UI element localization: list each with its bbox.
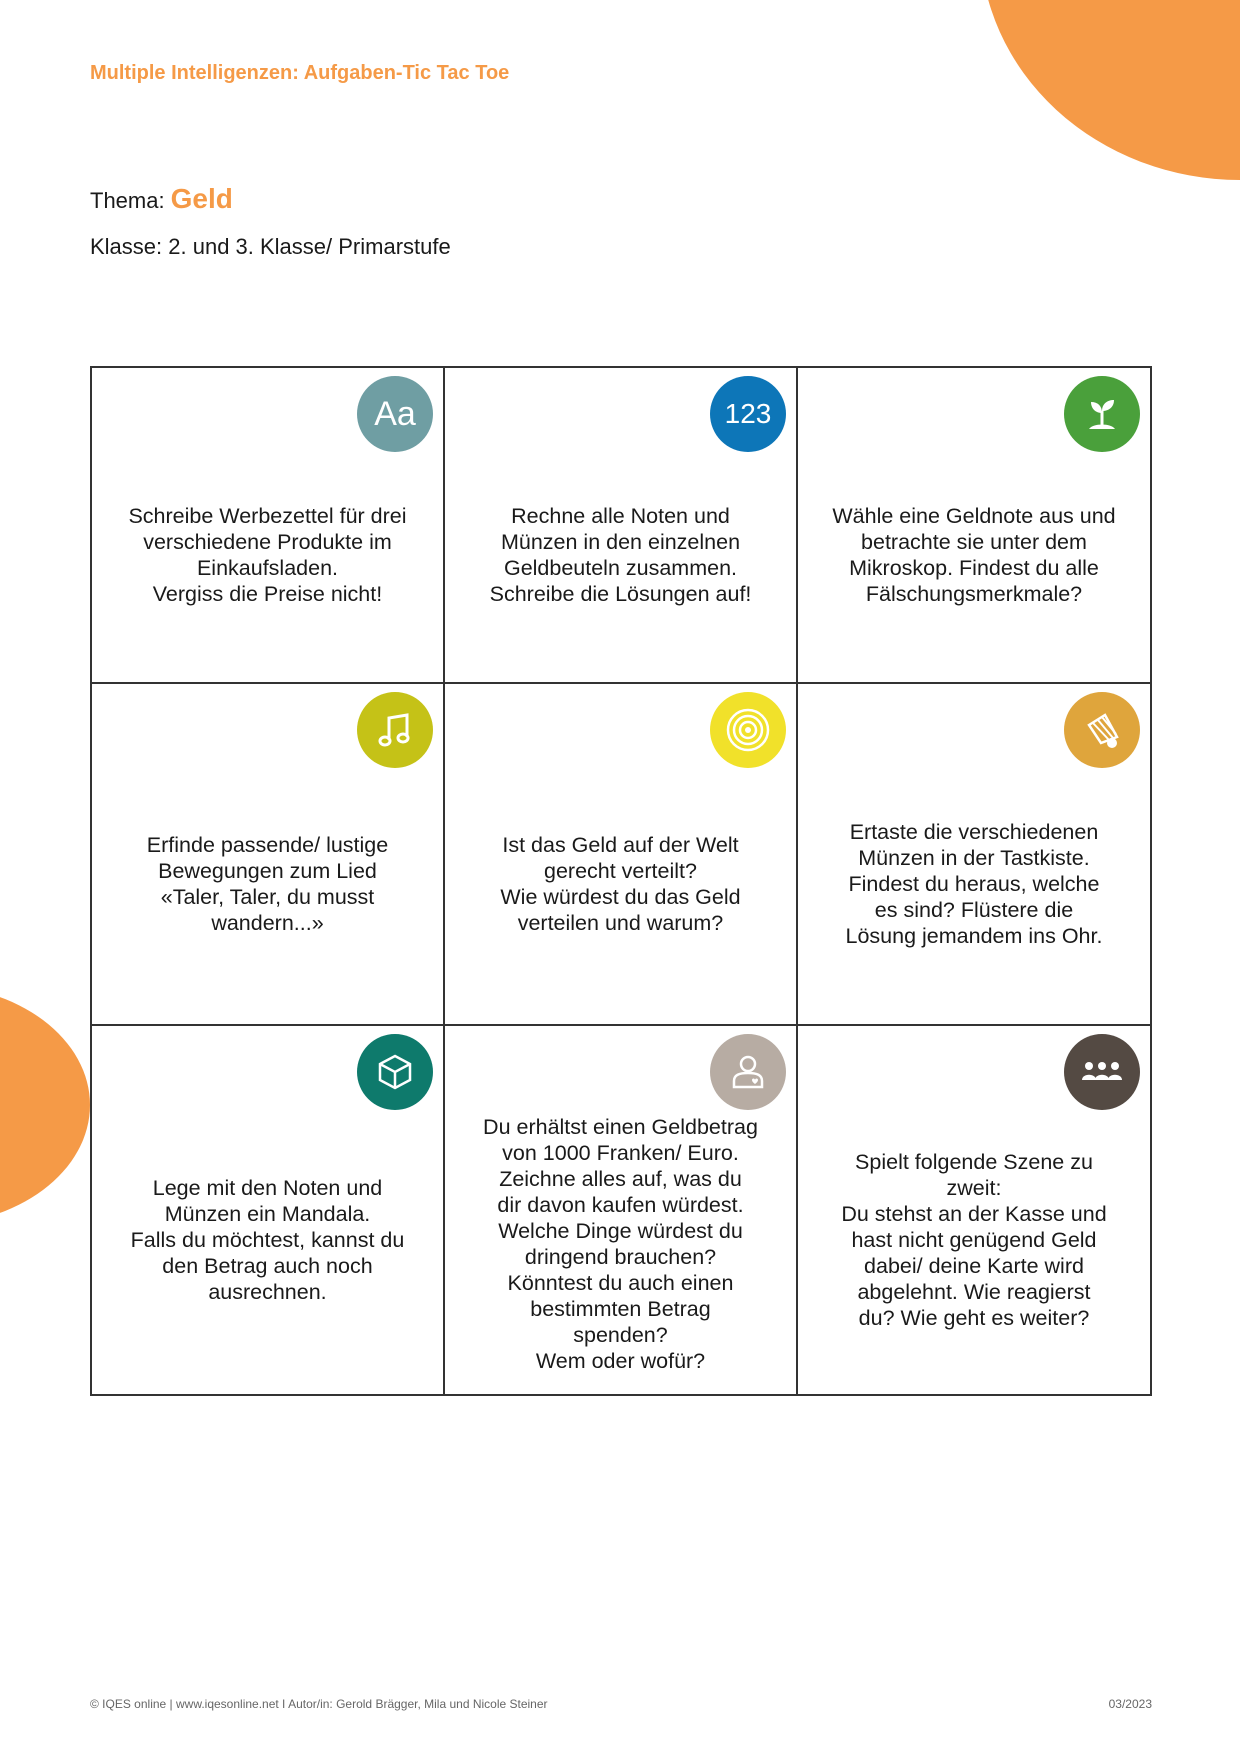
letters-icon: Aa (357, 376, 433, 452)
task-text: Rechne alle Noten und Münzen in den einzelnen Geldbeuteln zusammen. Schreibe die Lösungen auf! (489, 504, 752, 606)
document-title: Multiple Intelligenzen: Aufgaben-Tic Tac Toe (90, 62, 510, 84)
task-cell-2 (445, 368, 798, 684)
task-text: Spielt folgende Szene zu zweit: Du stehst an der Kasse und hast nicht genügend Geld dabei/ deine Karte wird abgelehnt. Wie reagierst du? Wie geht es weiter? (841, 1150, 1107, 1330)
tic-tac-toe-grid (90, 366, 1152, 1396)
task-cell-4 (92, 684, 445, 1026)
footer-date: 03/2023 (1108, 1697, 1152, 1711)
task-text: Du erhältst einen Geldbetrag von 1000 Franken/ Euro. Zeichne alles auf, was du dir davon kaufen würdest. Welche Dinge würdest du dringend brauchen? Könntest du auch einen bestimmten Betrag spenden? Wem oder wofür? (483, 1115, 758, 1373)
task-cell-3 (798, 368, 1150, 684)
plant-icon (1064, 376, 1140, 452)
task-cell-8 (445, 1026, 798, 1394)
cube-icon (357, 1034, 433, 1110)
task-cell-6 (798, 684, 1150, 1026)
decorative-blob-left (0, 985, 90, 1225)
footer-credits: © IQES online | www.iqesonline.net I Autor/in: Gerold Brägger, Mila und Nicole Steiner (90, 1697, 548, 1711)
task-text: Schreibe Werbezettel für drei verschiedene Produkte im Einkaufsladen. Vergiss die Preise nicht! (128, 504, 407, 606)
topic-label: Thema: (90, 188, 165, 213)
grade-line: Klasse: 2. und 3. Klasse/ Primarstufe (90, 234, 451, 259)
person-heart-icon (710, 1034, 786, 1110)
topic-line (90, 183, 233, 215)
numbers-icon: 123 (710, 376, 786, 452)
task-text: Lege mit den Noten und Münzen ein Mandala. Falls du möchtest, kannst du den Betrag auch noch ausrechnen. (130, 1176, 405, 1304)
decorative-blob-top-right (980, 0, 1240, 180)
task-text: Wähle eine Geldnote aus und betrachte sie unter dem Mikroskop. Findest du alle Fälschungsmerkmale? (832, 504, 1116, 606)
task-text: Ist das Geld auf der Welt gerecht verteilt? Wie würdest du das Geld verteilen und warum? (500, 833, 741, 935)
shuttlecock-icon (1064, 692, 1140, 768)
topic-value: Geld (170, 183, 233, 214)
task-text: Ertaste die verschiedenen Münzen in der Tastkiste. Findest du heraus, welche es sind? Flüstere die Lösung jemandem ins Ohr. (845, 820, 1103, 948)
group-icon (1064, 1034, 1140, 1110)
task-cell-5 (445, 684, 798, 1026)
task-cell-9 (798, 1026, 1150, 1394)
task-cell-1 (92, 368, 445, 684)
music-note-icon (357, 692, 433, 768)
task-text: Erfinde passende/ lustige Bewegungen zum Lied «Taler, Taler, du musst wandern...» (146, 833, 389, 935)
task-cell-7 (92, 1026, 445, 1394)
target-icon (710, 692, 786, 768)
